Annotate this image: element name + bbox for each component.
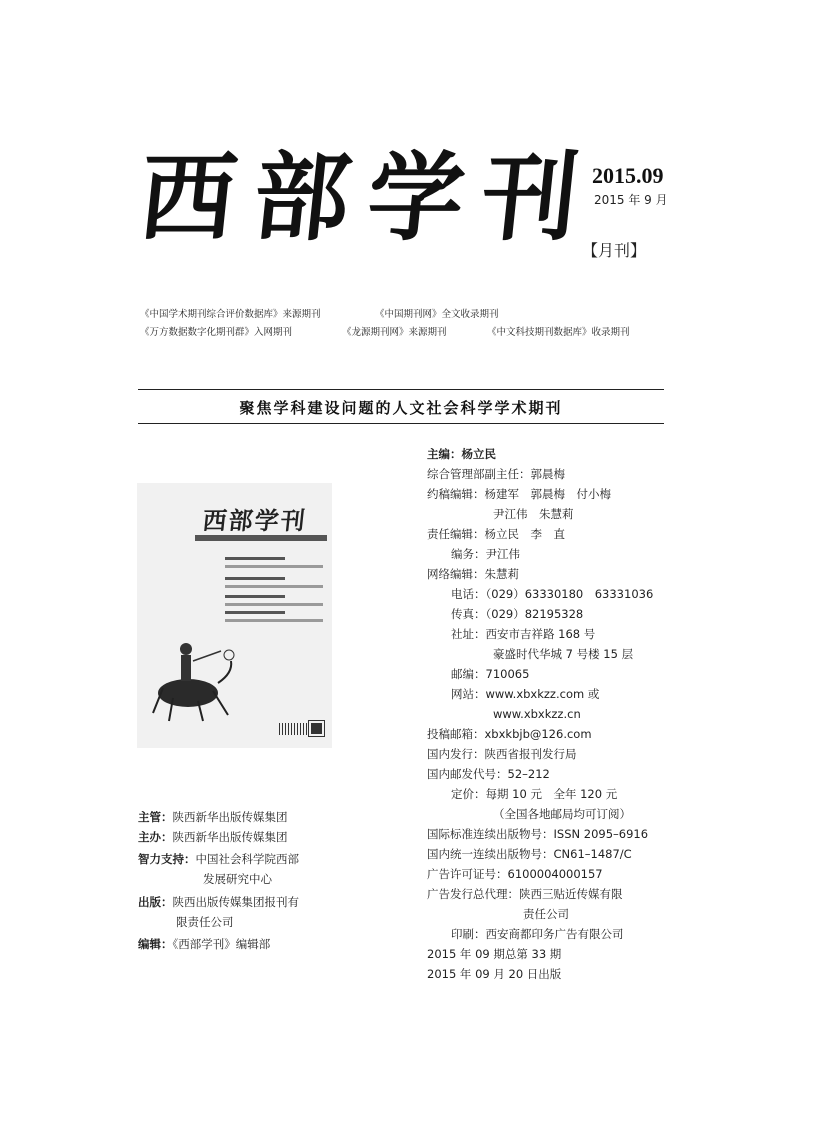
publisher-label: 出版： [138, 895, 173, 909]
support-row [138, 850, 299, 869]
chief-editor: 主编：杨立民 [427, 447, 496, 461]
address: 社址：西安市吉祥路 168 号 [451, 627, 596, 641]
responsible-editors: 责任编辑：杨立民 李 直 [427, 527, 565, 541]
ad-agent-cont: 责任公司 [523, 907, 569, 921]
support-value: 中国社会科学院西部 [195, 852, 299, 866]
indexing-entry: 《中文科技期刊数据库》收录期刊 [487, 327, 630, 338]
printer: 印刷：西安商都印务广告有限公司 [451, 927, 624, 941]
organizer-row [138, 828, 288, 847]
supervisor-value: 陕西新华出版传媒集团 [172, 810, 288, 824]
publisher-row [138, 893, 299, 912]
cover-illustration [143, 633, 243, 723]
cover-toc-line [225, 585, 323, 588]
editor-label: 编辑： [138, 937, 173, 951]
copy-editor: 编务：尹江伟 [451, 547, 520, 561]
postcode: 邮编：710065 [451, 667, 530, 681]
cover-toc-line [225, 557, 285, 560]
issue-date: 2015 年 9 月 [594, 193, 668, 207]
editor-value: 《西部学刊》编辑部 [172, 937, 271, 951]
issn: 国际标准连续出版物号：ISSN 2095–6916 [427, 827, 649, 841]
cover-thumbnail [137, 483, 332, 748]
price-note: （全国各地邮局均可订阅） [493, 807, 631, 821]
phone: 电话：（029）63330180 63331036 [451, 587, 654, 601]
cover-toc-line [225, 603, 323, 606]
cover-toc-line [225, 565, 323, 568]
indexing-entry: 《中国学术期刊综合评价数据库》来源期刊 [140, 309, 321, 320]
cover-toc-line [225, 611, 285, 614]
journal-title-calligraphy: 西部学刊 [134, 141, 602, 254]
price: 定价：每期 10 元 全年 120 元 [451, 787, 618, 801]
supervisor-row [138, 808, 288, 827]
indexing-entry: 《万方数据数字化期刊群》入网期刊 [140, 327, 293, 338]
publish-date: 2015 年 09 月 20 日出版 [427, 967, 562, 981]
organizer-value: 陕西新华出版传媒集团 [172, 830, 288, 844]
issue-total: 2015 年 09 期总第 33 期 [427, 947, 562, 961]
website-cont: www.xbxkzz.cn [493, 707, 581, 721]
address-cont: 豪盛时代华城 7 号楼 15 层 [493, 647, 634, 661]
cn-number: 国内统一连续出版物号：CN61–1487/C [427, 847, 632, 861]
ad-agent: 广告发行总代理：陕西三贴近传媒有限 [427, 887, 623, 901]
submission-email: 投稿邮箱：xbxkbjb@126.com [427, 727, 592, 741]
contributing-editors: 约稿编辑：杨建军 郭晨梅 付小梅 [427, 487, 611, 501]
cover-toc-line [225, 577, 285, 580]
ad-license: 广告许可证号：6100004000157 [427, 867, 603, 881]
postal-distribution-code: 国内邮发代号：52–212 [427, 767, 550, 781]
supervisor-label: 主管： [138, 810, 173, 824]
publication-frequency: 【月刊】 [582, 241, 647, 260]
web-editor: 网络编辑：朱慧莉 [427, 567, 519, 581]
domestic-distribution: 国内发行：陕西省报刊发行局 [427, 747, 577, 761]
cover-header-band [195, 535, 327, 541]
cover-toc-line [225, 619, 323, 622]
journal-slogan: 聚焦学科建设问题的人文社会科学学术期刊 [239, 399, 563, 417]
issue-number: 2015.09 [592, 163, 664, 188]
organizer-label: 主办： [138, 830, 173, 844]
cover-toc-line [225, 595, 285, 598]
deputy-director: 综合管理部副主任：郭晨梅 [427, 467, 565, 481]
indexing-entry: 《中国期刊网》全文收录期刊 [375, 309, 499, 320]
support-label: 智力支持： [138, 852, 196, 866]
cover-qr-code [309, 721, 324, 736]
website: 网站：www.xbxkzz.com 或 [451, 687, 600, 701]
publisher-row-cont: 限责任公司 [176, 915, 234, 929]
cover-barcode [279, 723, 307, 735]
publisher-value: 陕西出版传媒集团报刊有 [172, 895, 299, 909]
support-row-cont: 发展研究中心 [203, 872, 272, 886]
fax: 传真：（029）82195328 [451, 607, 584, 621]
divider-bottom [138, 423, 664, 424]
editor-row [138, 935, 270, 954]
divider-top [138, 389, 664, 390]
cover-title: 西部学刊 [201, 506, 309, 535]
contributing-editors-cont: 尹江伟 朱慧莉 [493, 507, 574, 521]
indexing-entry: 《龙源期刊网》来源期刊 [342, 327, 447, 338]
